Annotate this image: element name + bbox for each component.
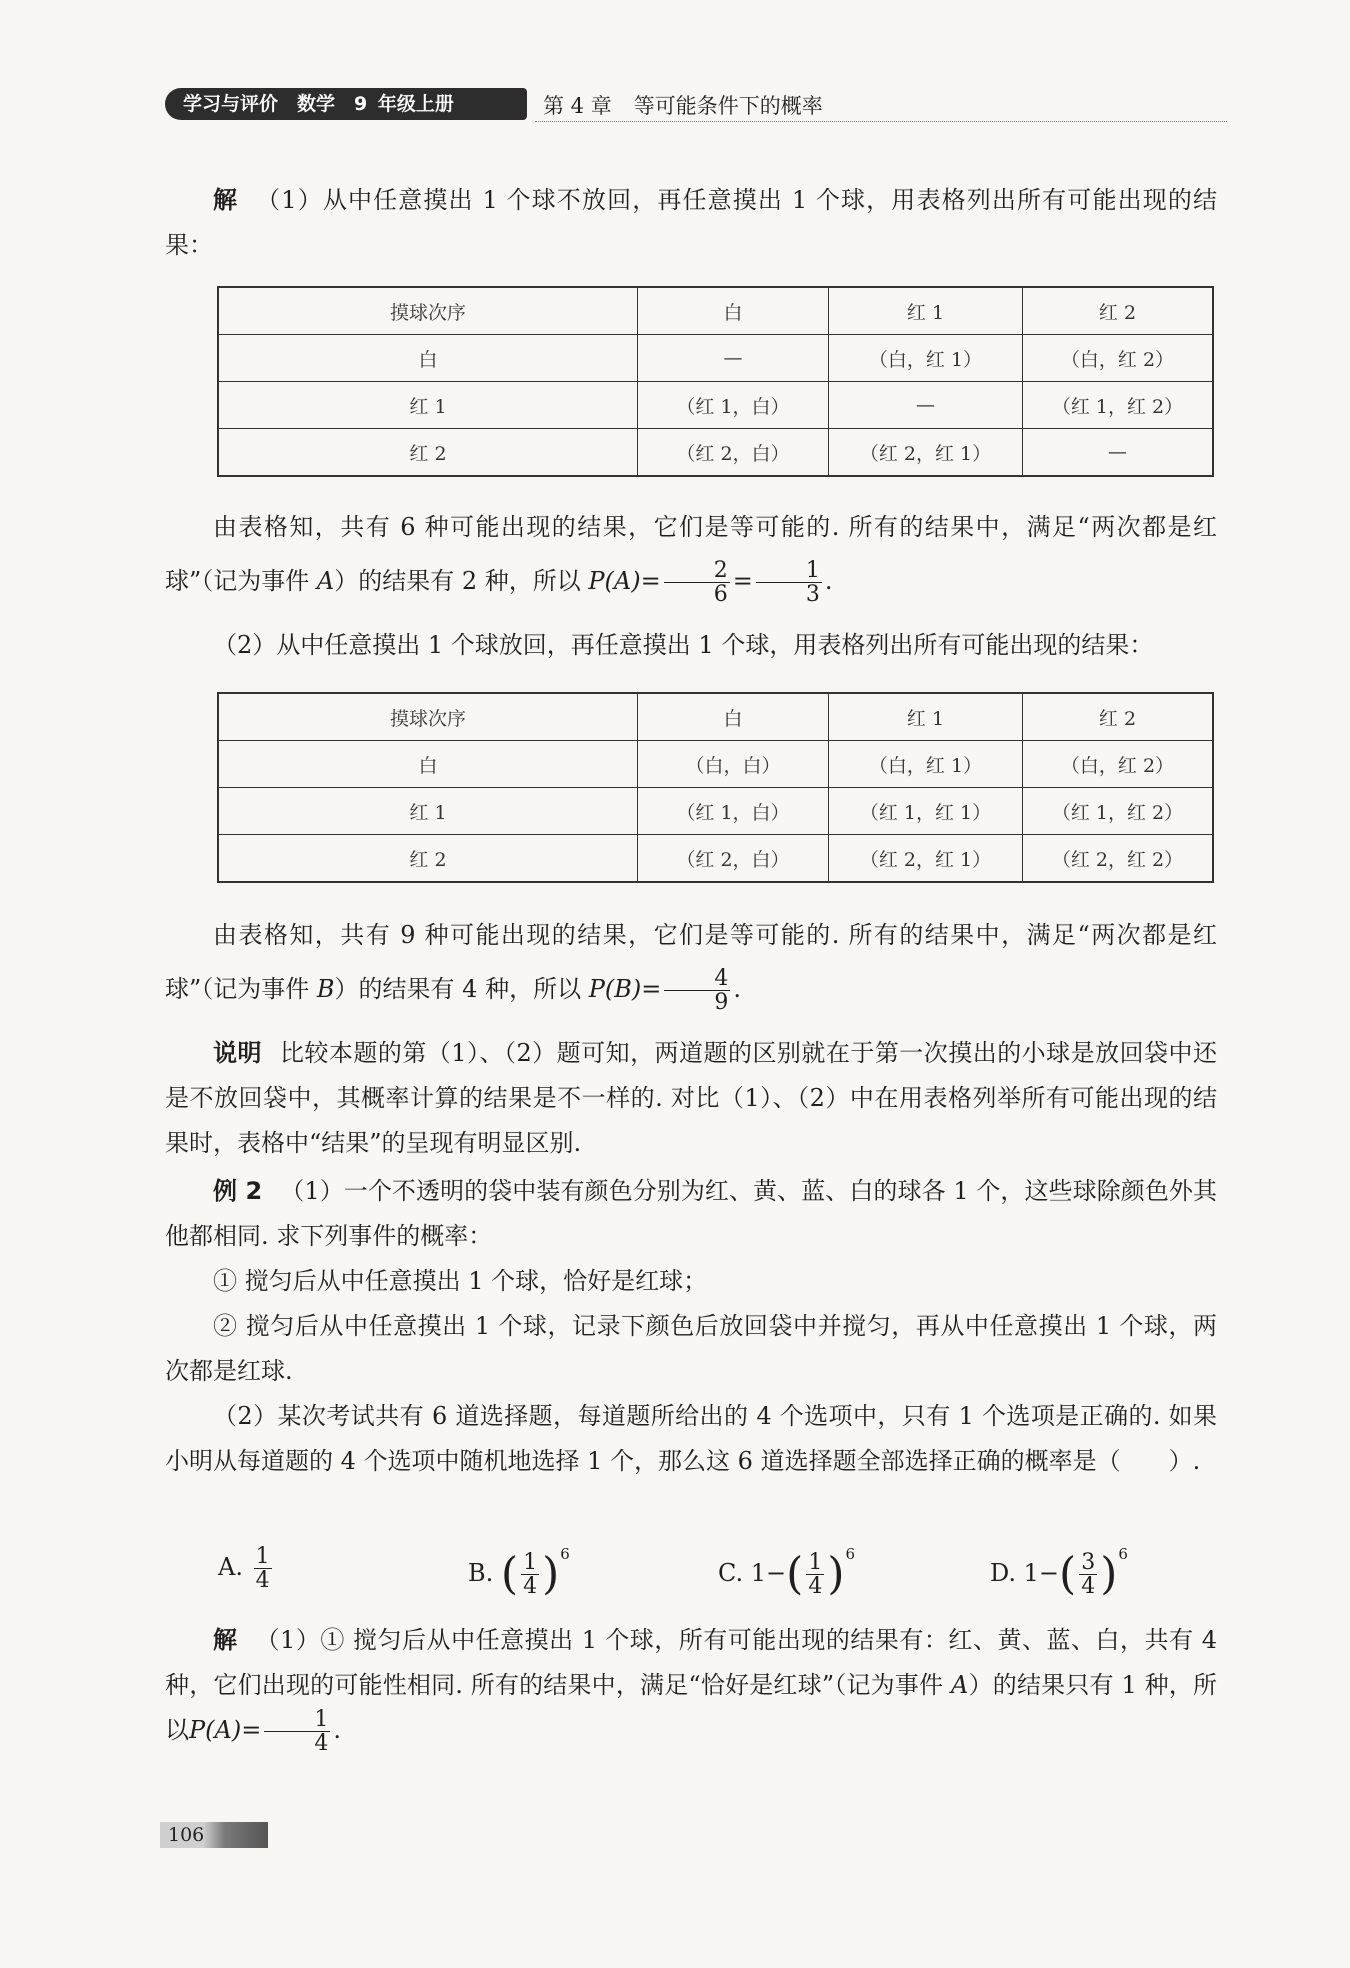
option-d: D. 1−( $\frac{3}{4}$ )$^6$ [990,1545,1128,1600]
fraction-1-4: $\frac{1}{4}$ [264,1708,330,1755]
table-cell: — [1023,429,1214,477]
table-cell: （红 1，红 1） [829,788,1023,835]
option-a: A. $\frac{1}{4}$ [218,1544,270,1594]
table-header-cell: 红 1 [829,693,1023,741]
note-text: 比较本题的第（1）、（2）题可知，两道题的区别就在于第一次摸出的小球是放回袋中还是不放回袋中，其概率计算的结果是不一样的. 对比（1）、（2）中在用表格列举所有可能出现的结果时，表格中“结果”的呈现有明显区别. [165,1039,1217,1157]
table-cell: （白，红 1） [829,741,1023,788]
table-header-cell: 红 2 [1023,693,1214,741]
table-cell: 红 2 [218,429,638,477]
table-cell: 白 [218,741,638,788]
example2 [165,1169,1217,1484]
table-header-cell: 摸球次序 [218,287,638,335]
table-cell: 红 1 [218,788,638,835]
solution-label: 解 [213,186,239,214]
table-cell: （白，红 2） [1023,741,1214,788]
solution-label: 解 [213,1626,238,1654]
table-header-cell: 红 2 [1023,287,1214,335]
table-row [218,335,1213,382]
table-cell: （红 2，白） [638,429,829,477]
table-header-cell: 白 [638,693,829,741]
fraction-4-9: $\frac{4}{9}$ [664,967,730,1014]
example2-q1a: ① 搅匀后从中任意摸出 1 个球，恰好是红球； [213,1267,708,1295]
event-a-symbol: A [316,567,335,595]
table-header-row [218,693,1213,741]
period: . [733,975,741,1003]
part1-result-text-a: 由表格知，共有 6 种可能出现的结果，它们是等可能的. 所有的结果中，满足“两次都是红球”（记为事件 [165,513,1217,595]
example2-q2: （2）某次考试共有 6 道选择题，每道题所给出的 4 个选项中，只有 1 个选项是正确的. 如果小明从每道题的 4 个选项中随机地选择 1 个，那么这 6 道选择题全部选择正确的概率是（ ）. [165,1402,1217,1475]
note-paragraph [165,1031,1217,1166]
table-cell: （白，红 2） [1023,335,1214,382]
table-row [218,835,1213,883]
probability-expression: P(B)= [588,975,662,1003]
part2-result-text-a: 由表格知，共有 9 种可能出现的结果，它们是等可能的. 所有的结果中，满足“两次都是红球”（记为事件 [165,921,1217,1003]
part2-intro [165,623,1217,668]
table-row [218,741,1213,788]
part1-result [165,500,1217,608]
table-row [218,788,1213,835]
solution2-text-b: ）的结果只有 1 种，所以 [165,1671,1217,1745]
part2-intro-text: （2）从中任意摸出 1 个球放回，再任意摸出 1 个球，用表格列出所有可能出现的结果： [213,631,1154,659]
page-header [165,88,1227,122]
table-cell: （白，红 1） [829,335,1023,382]
option-b: B. ( $\frac{1}{4}$ )$^6$ [468,1545,570,1600]
part2-result-text-b: ）的结果有 4 种，所以 [334,975,589,1003]
header-divider [535,121,1227,122]
fraction-1-4: $\frac{1}{4}$ [255,1544,270,1594]
table-header-row [218,287,1213,335]
table-cell: （红 2，白） [638,835,829,883]
option-c: C. 1−( $\frac{1}{4}$ )$^6$ [718,1545,856,1600]
example2-q1b: ② 搅匀后从中任意摸出 1 个球，记录下颜色后放回袋中并搅匀，再从中任意摸出 1 个球，两次都是红球. [165,1312,1217,1385]
table-row [218,382,1213,429]
table-cell: （红 1，白） [638,788,829,835]
results-table-with-replacement [217,692,1214,883]
part1-result-text-b: ）的结果有 2 种，所以 [334,567,589,595]
page-number-tab [160,1822,268,1848]
table-cell: （红 1，白） [638,382,829,429]
table-header-cell: 白 [638,287,829,335]
table-cell: — [638,335,829,382]
exponent: 6 [845,1545,856,1563]
table-cell: — [829,382,1023,429]
chapter-heading [543,90,845,120]
chapter-title: 等可能条件下的概率 [633,94,823,118]
note-label: 说明 [213,1039,262,1067]
solution2-text-a: （1）① 搅匀后从中任意摸出 1 个球，所有可能出现的结果有：红、黄、蓝、白，共有 4 种，它们出现的可能性相同. 所有的结果中，满足“恰好是红球”（记为事件 [165,1626,1218,1699]
table-header-cell: 红 1 [829,287,1023,335]
solution1-intro [165,178,1217,268]
table-header-cell: 摸球次序 [218,693,638,741]
example2-q1: （1）一个不透明的袋中装有颜色分别为红、黄、蓝、白的球各 1 个，这些球除颜色外其他都相同. 求下列事件的概率： [165,1177,1218,1250]
table-cell: （白，白） [638,741,829,788]
fraction-1-3: $\frac{1}{3}$ [756,559,822,606]
book-title-badge: 学习与评价 数学 9 年级上册 [165,88,527,120]
table-cell: 白 [218,335,638,382]
table-cell: （红 1，红 2） [1023,382,1214,429]
fraction-2-6: $\frac{2}{6}$ [664,559,730,606]
equals-sign: = [732,567,753,595]
table-cell: （红 2，红 1） [829,429,1023,477]
event-a-symbol: A [951,1671,969,1699]
page-number: 106 [168,1824,205,1846]
event-b-symbol: B [316,975,335,1003]
table-cell: 红 2 [218,835,638,883]
table-cell: 红 1 [218,382,638,429]
exponent: 6 [560,1545,570,1563]
table-cell: （红 2，红 1） [829,835,1023,883]
example-label: 例 2 [213,1177,263,1205]
probability-expression: P(A)= [588,567,661,595]
table-cell: （红 2，红 2） [1023,835,1214,883]
part2-result [165,908,1217,1016]
results-table-without-replacement [217,286,1214,477]
table-cell: （红 1，红 2） [1023,788,1214,835]
table-row [218,429,1213,477]
exponent: 6 [1118,1545,1128,1563]
fraction-1-4: $\frac{1}{4}$ [808,1549,823,1599]
fraction-1-4: $\frac{1}{4}$ [523,1549,538,1599]
chapter-number: 第 4 章 [543,94,612,118]
fraction-3-4: $\frac{3}{4}$ [1081,1549,1096,1599]
probability-expression: P(A)= [189,1716,262,1745]
part1-intro-text: （1）从中任意摸出 1 个球不放回，再任意摸出 1 个球，用表格列出所有可能出现的结果： [165,186,1218,259]
solution2 [165,1618,1217,1755]
period: . [824,567,833,595]
period: . [333,1716,341,1745]
